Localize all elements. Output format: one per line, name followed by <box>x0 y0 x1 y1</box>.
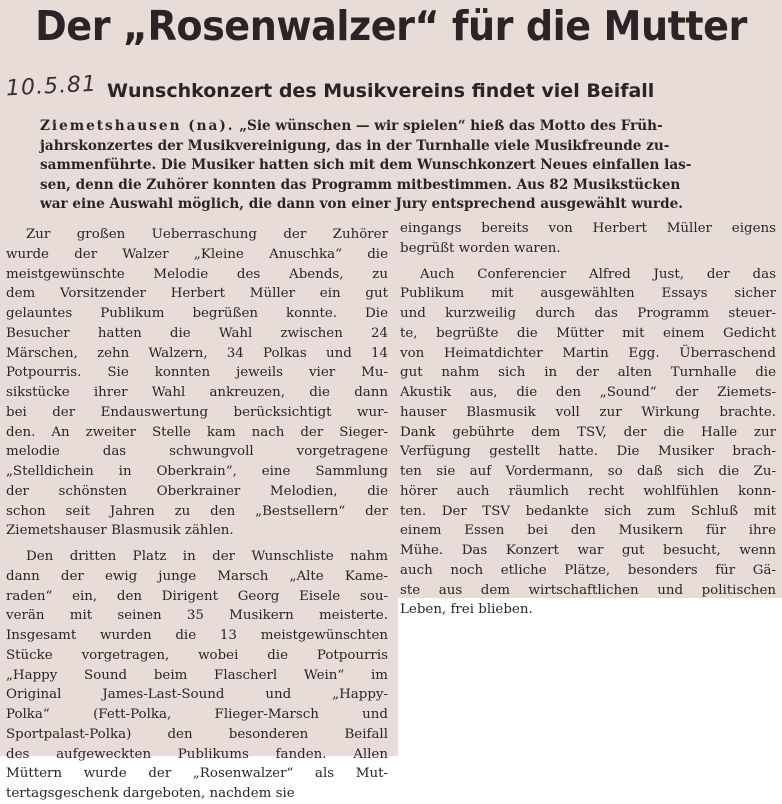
paragraph-line: Potpourris. Sie konnten jeweils vier Mu- <box>6 365 388 381</box>
article-headline: Der „Rosenwalzer“ für die Mutter <box>35 2 747 50</box>
paragraph-line: Polka“ (Fett-Polka, Flieger-Marsch und <box>6 707 388 722</box>
paragraph-line: melodie das schwungvoll vorgetragene <box>6 444 388 460</box>
paragraph-line: Auch Conferencier Alfred Just, der das <box>420 266 776 282</box>
lead-text: „Sie wünschen — wir spielen“ hieß das Motto des Früh- <box>239 118 663 134</box>
paragraph-line: eingangs bereits von Herbert Müller eigens <box>400 221 776 236</box>
paragraph-line: Märschen, zehn Walzern, 34 Polkas und 14 <box>6 345 388 361</box>
paragraph-line: begrüßt worden waren. <box>400 240 561 256</box>
paragraph-line: Stücke vorgetragen, wobei die Potpourris <box>6 647 388 663</box>
paragraph-line: hörer auch räumlich recht wohlfühlen konn- <box>400 483 776 499</box>
paragraph-line: verän mit seinen 35 Musikern meisterte. <box>6 608 388 624</box>
paragraph-line: Dank gebührte dem TSV, der die Halle zur <box>400 424 776 440</box>
lead-line: sen, denn die Zuhörer konnten das Programm mitbestimmen. Aus 82 Musikstücken <box>40 176 681 193</box>
article-lead <box>40 117 776 215</box>
paragraph-line: tertagsgeschenk dargeboten, nachdem sie <box>6 786 295 801</box>
paragraph-line: auch noch etliche Plätze, besonders für Gä- <box>400 562 776 578</box>
lead-line: war eine Auswahl möglich, die dann von einer Jury entsprechend ausgewählt wurde. <box>40 196 683 212</box>
paragraph-line: Müttern wurde der „Rosenwalzer“ als Mut- <box>6 766 388 782</box>
paragraph-line: einem Essen bei den Musikern für ihre <box>400 523 776 539</box>
article-subheadline: Wunschkonzert des Musikvereins findet viel Beifall <box>107 80 655 102</box>
column-right <box>400 219 776 620</box>
paragraph-line: Zur großen Ueberraschung der Zuhörer <box>26 227 388 242</box>
lead-line <box>40 117 776 137</box>
paragraph-line: „Happy Sound beim Flascherl Wein“ im <box>6 667 388 683</box>
paragraph-line: Ziemetshauser Blasmusik zählen. <box>6 523 234 539</box>
paragraph-line: des aufgeweckten Publikums fanden. Allen <box>6 746 388 762</box>
paragraph-line: sikstücke ihrer Wahl ankreuzen, die dann <box>6 385 388 400</box>
paragraph-line: gut nahm sich in der alten Turnhalle die <box>400 365 776 381</box>
paragraph-line: Verfügung gestellt hatte. Die Musiker brach- <box>400 444 776 460</box>
paragraph-line: bei der Endauswertung berücksichtigt wur- <box>6 404 388 420</box>
paragraph-line: Besucher hatten die Wahl zwischen 24 <box>6 325 388 341</box>
article-paragraph <box>400 265 776 621</box>
paragraph-line: ten. Der TSV bedankte sich zum Schluß mit <box>400 503 776 519</box>
paragraph-line: meistgewünschte Melodie des Abends, zu <box>6 266 388 282</box>
paragraph-line: Akustik aus, die den „Sound“ der Ziemets- <box>400 385 776 400</box>
paragraph-line: te, begrüßte die Mütter mit einem Gedicht <box>400 325 776 341</box>
paragraph-line: Insgesamt wurden die 13 meistgewünschten <box>6 628 388 643</box>
paragraph-line: von Heimatdichter Martin Egg. Überraschend <box>400 345 776 361</box>
handwritten-date: 10.5.81 <box>5 71 98 102</box>
paragraph-line: wurde der Walzer „Kleine Anuschka“ die <box>6 246 388 262</box>
paragraph-line: raden“ ein, den Dirigent Georg Eisele sou- <box>6 588 388 604</box>
paragraph-line: Original James-Last-Sound und „Happy- <box>6 687 388 703</box>
paragraph-line: Leben, frei blieben. <box>400 602 533 618</box>
dateline: Ziemetshausen (na). <box>40 118 235 134</box>
article-paragraph <box>400 219 776 259</box>
paragraph-line: Den dritten Platz in der Wunschliste nahm <box>26 549 388 564</box>
column-left <box>6 225 388 804</box>
lead-line: sammenführte. Die Musiker hatten sich mit dem Wunschkonzert Neues einfallen las- <box>40 157 692 173</box>
paragraph-line: den. An zweiter Stelle kam nach der Sieger- <box>6 424 388 440</box>
paragraph-line: dann der ewig junge Marsch „Alte Kame- <box>6 568 388 584</box>
paragraph-line: gelauntes Publikum begrüßen konnte. Die <box>6 306 388 321</box>
paragraph-line: ste aus dem wirtschaftlichen und politischen <box>400 582 776 598</box>
paragraph-line: dem Vorsitzender Herbert Müller ein gut <box>6 286 388 302</box>
lead-line: jahrskonzertes der Musikvereinigung, das in der Turnhalle viele Musikfreunde zu- <box>40 137 670 154</box>
paragraph-line: Sportpalast-Polka) den besonderen Beifall <box>6 726 388 742</box>
paragraph-line: der schönsten Oberkrainer Melodien, die <box>6 483 388 499</box>
paragraph-line: „Stelldichein in Oberkrain“, eine Sammlung <box>6 464 388 479</box>
paragraph-line: schon seit Jahren zu den „Bestsellern“ der <box>6 503 388 519</box>
paragraph-line: ten sie auf Vordermann, so daß sich die Zu- <box>400 464 776 479</box>
paragraph-line: hauser Blasmusik voll zur Wirkung brachte. <box>400 404 776 420</box>
paragraph-line: und kurzweilig durch das Programm steuer- <box>400 306 776 321</box>
paragraph-line: Publikum mit ausgewählten Essays sicher <box>400 286 776 302</box>
article-paragraph <box>6 547 388 804</box>
paragraph-line: Mühe. Das Konzert war gut besucht, wenn <box>400 543 776 558</box>
article-paragraph <box>6 225 388 541</box>
